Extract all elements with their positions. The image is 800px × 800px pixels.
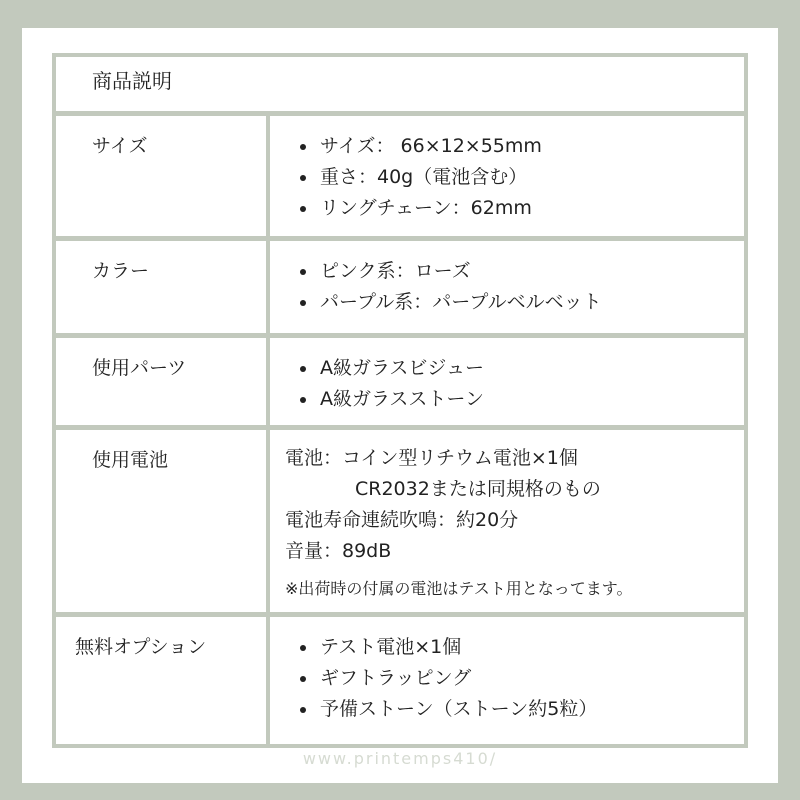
list-item: A級ガラスビジュー bbox=[320, 353, 744, 384]
bullet-icon bbox=[300, 707, 306, 713]
bullet-icon bbox=[300, 206, 306, 212]
list-item: ギフトラッピング bbox=[320, 663, 744, 694]
row-label-parts: 使用パーツ bbox=[56, 338, 266, 425]
list-item: リングチェーン：62mm bbox=[320, 193, 744, 224]
bullet-icon bbox=[300, 366, 306, 372]
list-item: ピンク系：ローズ bbox=[320, 256, 744, 287]
list-item: A級ガラスストーン bbox=[320, 384, 744, 415]
bullet-icon bbox=[300, 645, 306, 651]
product-description-table bbox=[52, 53, 748, 748]
row-value-battery bbox=[270, 430, 744, 612]
bullet-icon bbox=[300, 144, 306, 150]
list-item: テスト電池×1個 bbox=[320, 632, 744, 663]
row-label-color: カラー bbox=[56, 241, 266, 333]
volume: 音量：89dB bbox=[285, 540, 392, 562]
table-title: 商品説明 bbox=[56, 57, 744, 111]
bullet-icon bbox=[300, 175, 306, 181]
row-value-size bbox=[270, 116, 744, 236]
bullet-icon bbox=[300, 300, 306, 306]
row-label-free-options: 無料オプション bbox=[56, 617, 266, 744]
row-value-free-options bbox=[270, 617, 744, 744]
battery-type: 電池：コイン型リチウム電池×1個 bbox=[285, 447, 578, 469]
bullet-icon bbox=[300, 676, 306, 682]
list-item: パープル系：パープルベルベット bbox=[320, 287, 744, 318]
list-item: 重さ：40g（電池含む） bbox=[320, 162, 744, 193]
battery-note: ※出荷時の付属の電池はテスト用となってます。 bbox=[285, 579, 633, 598]
row-label-size: サイズ bbox=[56, 116, 266, 236]
bullet-icon bbox=[300, 269, 306, 275]
list-item: サイズ： 66×12×55mm bbox=[320, 131, 744, 162]
battery-life: 電池寿命連続吹鳴：約20分 bbox=[285, 509, 519, 531]
bullet-icon bbox=[300, 397, 306, 403]
battery-model: CR2032または同規格のもの bbox=[355, 478, 601, 500]
list-item: 予備ストーン（ストーン約5粒） bbox=[320, 694, 744, 725]
footer-url: www.printemps410/ bbox=[302, 749, 498, 768]
row-value-color bbox=[270, 241, 744, 333]
row-label-battery: 使用電池 bbox=[56, 430, 266, 612]
row-value-parts bbox=[270, 338, 744, 425]
